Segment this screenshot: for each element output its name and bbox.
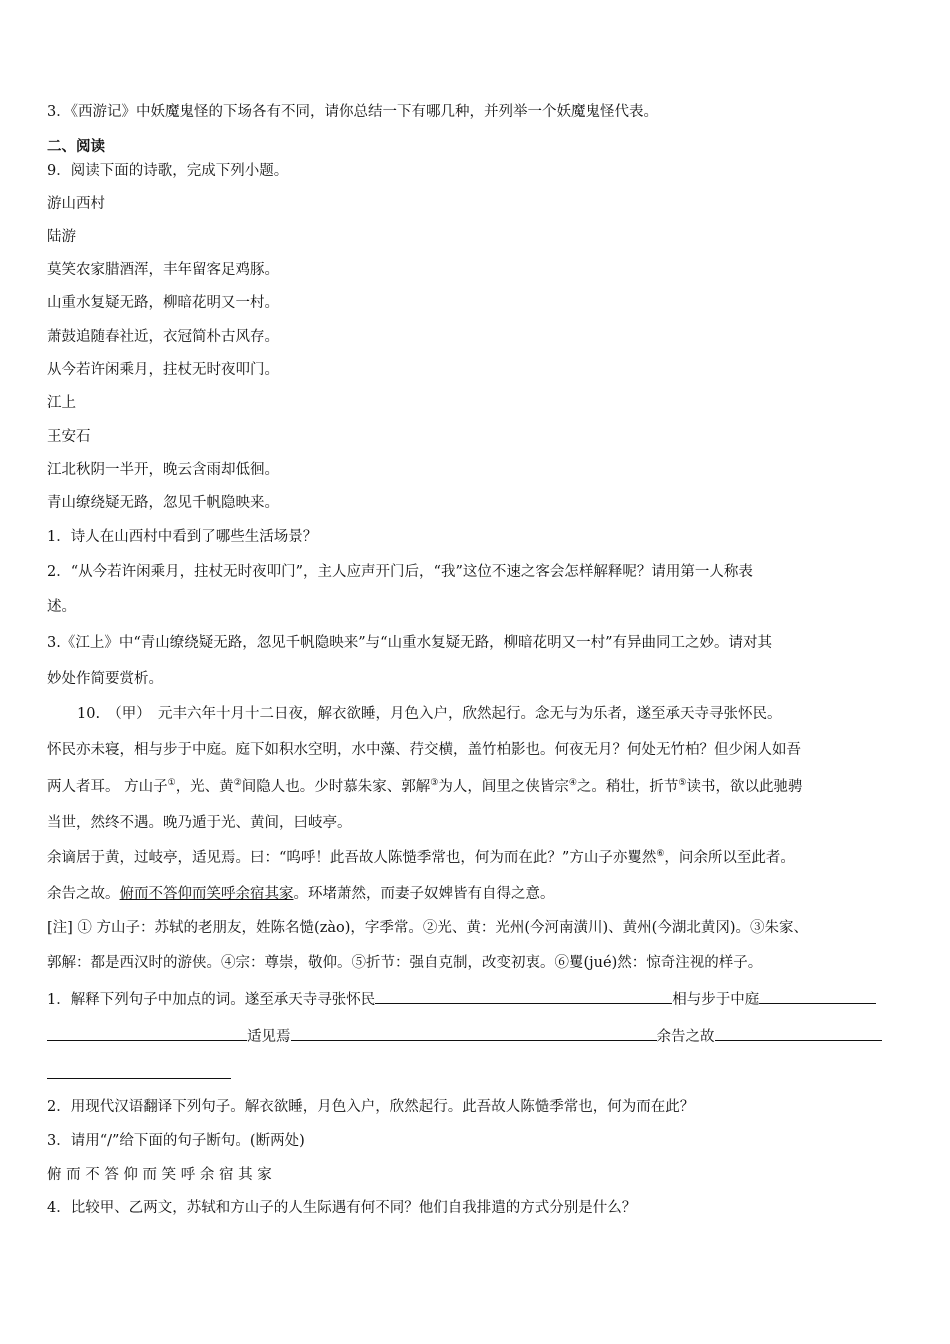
footnote-mark: ⑤	[678, 778, 687, 789]
answer-blank[interactable]	[375, 988, 672, 1004]
answer-blank[interactable]	[715, 1025, 882, 1041]
q10-question-3: 3．请用“/”给下面的句子断句。(断两处)	[47, 1133, 305, 1149]
q10-question-1-cont	[47, 1063, 231, 1085]
q10-question-1: 1．解释下列句子中加点的词。遂至承天寺寻张怀民 相与步于中庭	[47, 988, 876, 1010]
answer-blank[interactable]	[47, 1025, 247, 1041]
q10-question-4: 4．比较甲、乙两文，苏轼和方山子的人生际遇有何不同？他们自我排遣的方式分别是什么？	[47, 1200, 637, 1216]
poem1-title: 游山西村	[47, 196, 105, 212]
footnote-mark: ①	[167, 778, 176, 789]
q9-question-1: 1．诗人在山西村中看到了哪些生活场景？	[47, 529, 318, 545]
q9-question-2: 2．“从今若许闲乘月，拄杖无时夜叩门”，主人应声开门后，“我”这位不速之客会怎样解释呢？请用第一人称表	[47, 564, 753, 580]
poem2-title: 江上	[47, 395, 76, 411]
poem1-line: 莫笑农家腊酒浑，丰年留客足鸡豚。	[47, 262, 279, 278]
poem2-line: 青山缭绕疑无路，忽见千帆隐映来。	[47, 495, 279, 511]
poem1-line: 山重水复疑无路，柳暗花明又一村。	[47, 295, 279, 311]
q9-prompt: 9．阅读下面的诗歌，完成下列小题。	[47, 163, 289, 179]
footnote-mark: ⑥	[656, 849, 665, 860]
poem2-author: 王安石	[47, 429, 91, 445]
q9-question-3-cont: 妙处作简要赏析。	[47, 671, 163, 687]
q10-passage-line: 10. （甲） 元丰六年十月十二日夜，解衣欲睡，月色入户，欣然起行。念无与为乐者，遂至承天寺寻张怀民。	[77, 706, 782, 722]
q10-question-1-cont: 适见焉 余告之故	[47, 1025, 882, 1047]
footnote-mark: ④	[568, 778, 577, 789]
q10-passage-line: 余告之故。俯而不答仰而笑呼余宿其家。环堵萧然，而妻子奴婢皆有自得之意。	[47, 886, 555, 902]
q10-note-line: [注] ① 方山子：苏轼的老朋友，姓陈名慥(zào)，字季常。②光、黄：光州(今河南潢川)、黄州(今湖北黄冈)。③朱家、	[47, 920, 808, 936]
q10-passage-line: 余谪居于黄，过岐亭，适见焉。曰：“呜呼！此吾故人陈慥季常也，何为而在此？”方山子亦矍然⑥，问余所以至此者。	[47, 849, 795, 866]
section-title: 二、阅读	[47, 138, 105, 155]
q10-passage-line: 怀民亦未寝，相与步于中庭。庭下如积水空明，水中藻、荇交横，盖竹柏影也。何夜无月？何处无竹柏？但少闲人如吾	[47, 742, 801, 758]
q10-passage-line: 当世，然终不遇。晚乃遁于光、黄间，曰岐亭。	[47, 815, 352, 831]
q10-note-line: 郭解：都是西汉时的游侠。④宗：尊崇，敬仰。⑤折节：强自克制，改变初衷。⑥矍(jué)然：惊奇注视的样子。	[47, 955, 763, 971]
poem2-line: 江北秋阴一半开，晚云含雨却低徊。	[47, 462, 279, 478]
q10-question-2: 2．用现代汉语翻译下列句子。解衣欲睡，月色入户，欣然起行。此吾故人陈慥季常也，何为而在此？	[47, 1099, 695, 1115]
poem1-line: 萧鼓追随春社近，衣冠简朴古风存。	[47, 329, 279, 345]
answer-blank[interactable]	[47, 1063, 231, 1079]
answer-blank[interactable]	[291, 1025, 657, 1041]
q10-question-3-sentence: 俯 而 不 答 仰 而 笑 呼 余 宿 其 家	[47, 1167, 272, 1183]
poem1-line: 从今若许闲乘月，拄杖无时夜叩门。	[47, 362, 279, 378]
footnote-mark: ②	[233, 778, 242, 789]
underlined-sentence: 俯而不答仰而笑呼余宿其家	[119, 886, 294, 902]
footnote-mark: ③	[430, 778, 439, 789]
answer-blank[interactable]	[759, 988, 876, 1004]
q9-question-3: 3.《江上》中“青山缭绕疑无路，忽见千帆隐映来”与“山重水复疑无路，柳暗花明又一村”有异曲同工之妙。请对其	[47, 635, 772, 651]
q9-question-2-cont: 述。	[47, 599, 76, 615]
q10-passage-line: 两人者耳。 方山子①，光、黄②间隐人也。少时慕朱家、郭解③为人，闾里之侠皆宗④之。稍壮，折节⑤读书，欲以此驰骋	[47, 778, 803, 795]
question-xiyouji: 3．《西游记》中妖魔鬼怪的下场各有不同，请你总结一下有哪几种，并列举一个妖魔鬼怪代表。	[47, 104, 658, 120]
poem1-author: 陆游	[47, 229, 76, 245]
